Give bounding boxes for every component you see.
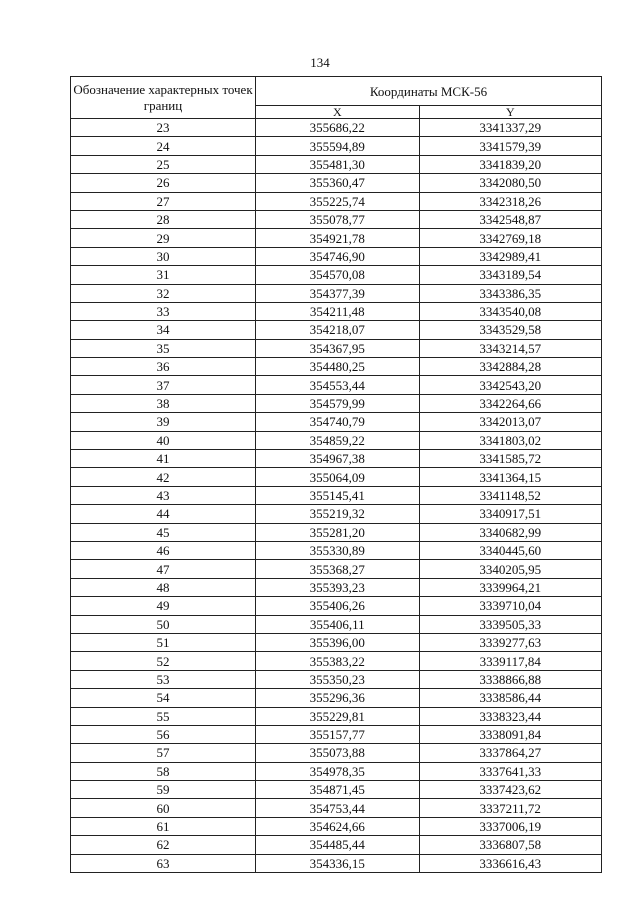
table-row <box>71 192 602 210</box>
y-coordinate-cell: 3339710,04 <box>419 597 601 615</box>
y-coordinate-cell: 3342318,26 <box>419 192 601 210</box>
x-coordinate-cell: 354480,25 <box>256 358 420 376</box>
point-cell: 25 <box>71 155 256 173</box>
table-row <box>71 229 602 247</box>
table-row <box>71 762 602 780</box>
table-row <box>71 450 602 468</box>
table-row <box>71 744 602 762</box>
table-row <box>71 836 602 854</box>
point-cell: 38 <box>71 394 256 412</box>
point-cell: 26 <box>71 174 256 192</box>
coordinates-group-header: Координаты МСК-56 <box>256 77 602 106</box>
y-coordinate-cell: 3343189,54 <box>419 266 601 284</box>
point-cell: 62 <box>71 836 256 854</box>
table-row <box>71 615 602 633</box>
points-column-header: Обозначение характерных точек границ <box>71 77 256 119</box>
table-row <box>71 431 602 449</box>
x-coordinate-cell: 355368,27 <box>256 560 420 578</box>
point-cell: 34 <box>71 321 256 339</box>
table-row <box>71 781 602 799</box>
point-cell: 32 <box>71 284 256 302</box>
y-coordinate-cell: 3341148,52 <box>419 486 601 504</box>
x-coordinate-cell: 354218,07 <box>256 321 420 339</box>
point-cell: 39 <box>71 413 256 431</box>
y-coordinate-cell: 3338586,44 <box>419 689 601 707</box>
table-row <box>71 321 602 339</box>
table-row <box>71 284 602 302</box>
point-cell: 24 <box>71 137 256 155</box>
x-coordinate-cell: 355594,89 <box>256 137 420 155</box>
x-coordinate-cell: 355481,30 <box>256 155 420 173</box>
point-cell: 53 <box>71 670 256 688</box>
point-cell: 44 <box>71 505 256 523</box>
y-coordinate-cell: 3343540,08 <box>419 302 601 320</box>
y-coordinate-cell: 3342080,50 <box>419 174 601 192</box>
x-coordinate-cell: 355073,88 <box>256 744 420 762</box>
table-row <box>71 358 602 376</box>
y-coordinate-cell: 3339277,63 <box>419 633 601 651</box>
table-row <box>71 247 602 265</box>
y-coordinate-cell: 3337211,72 <box>419 799 601 817</box>
y-coordinate-cell: 3339117,84 <box>419 652 601 670</box>
table-row <box>71 725 602 743</box>
table-row <box>71 413 602 431</box>
point-cell: 40 <box>71 431 256 449</box>
x-coordinate-cell: 354377,39 <box>256 284 420 302</box>
x-coordinate-cell: 355383,22 <box>256 652 420 670</box>
x-coordinate-cell: 355393,23 <box>256 578 420 596</box>
point-cell: 51 <box>71 633 256 651</box>
x-coordinate-cell: 354921,78 <box>256 229 420 247</box>
x-coordinate-cell: 354859,22 <box>256 431 420 449</box>
x-coordinate-cell: 354579,99 <box>256 394 420 412</box>
point-cell: 27 <box>71 192 256 210</box>
x-coordinate-cell: 355406,26 <box>256 597 420 615</box>
x-coordinate-cell: 355330,89 <box>256 541 420 559</box>
point-cell: 33 <box>71 302 256 320</box>
table-row <box>71 266 602 284</box>
x-column-header: X <box>256 106 420 119</box>
header-row <box>71 77 602 106</box>
x-coordinate-cell: 354624,66 <box>256 817 420 835</box>
point-cell: 55 <box>71 707 256 725</box>
x-coordinate-cell: 355281,20 <box>256 523 420 541</box>
y-coordinate-cell: 3336616,43 <box>419 854 601 872</box>
x-coordinate-cell: 354753,44 <box>256 799 420 817</box>
x-coordinate-cell: 354871,45 <box>256 781 420 799</box>
x-coordinate-cell: 355157,77 <box>256 725 420 743</box>
x-coordinate-cell: 355406,11 <box>256 615 420 633</box>
point-cell: 58 <box>71 762 256 780</box>
x-coordinate-cell: 355078,77 <box>256 210 420 228</box>
y-coordinate-cell: 3342548,87 <box>419 210 601 228</box>
x-coordinate-cell: 354367,95 <box>256 339 420 357</box>
x-coordinate-cell: 354978,35 <box>256 762 420 780</box>
table-row <box>71 670 602 688</box>
y-coordinate-cell: 3340917,51 <box>419 505 601 523</box>
y-coordinate-cell: 3342013,07 <box>419 413 601 431</box>
y-coordinate-cell: 3342264,66 <box>419 394 601 412</box>
y-coordinate-cell: 3337864,27 <box>419 744 601 762</box>
y-coordinate-cell: 3340445,60 <box>419 541 601 559</box>
table-row <box>71 468 602 486</box>
point-cell: 54 <box>71 689 256 707</box>
table-row <box>71 578 602 596</box>
x-coordinate-cell: 354746,90 <box>256 247 420 265</box>
y-coordinate-cell: 3338091,84 <box>419 725 601 743</box>
y-coordinate-cell: 3343529,58 <box>419 321 601 339</box>
y-coordinate-cell: 3341364,15 <box>419 468 601 486</box>
x-coordinate-cell: 355396,00 <box>256 633 420 651</box>
point-cell: 31 <box>71 266 256 284</box>
table-row <box>71 523 602 541</box>
table-row <box>71 119 602 137</box>
table-row <box>71 174 602 192</box>
table-row <box>71 799 602 817</box>
x-coordinate-cell: 355225,74 <box>256 192 420 210</box>
point-cell: 48 <box>71 578 256 596</box>
page-number: 134 <box>310 55 330 70</box>
x-coordinate-cell: 355229,81 <box>256 707 420 725</box>
point-cell: 28 <box>71 210 256 228</box>
table-row <box>71 505 602 523</box>
y-coordinate-cell: 3338866,88 <box>419 670 601 688</box>
y-coordinate-cell: 3343214,57 <box>419 339 601 357</box>
table-row <box>71 394 602 412</box>
x-coordinate-cell: 355219,32 <box>256 505 420 523</box>
y-coordinate-cell: 3339964,21 <box>419 578 601 596</box>
point-cell: 56 <box>71 725 256 743</box>
table-body <box>71 119 602 873</box>
table-row <box>71 560 602 578</box>
x-coordinate-cell: 354967,38 <box>256 450 420 468</box>
point-cell: 46 <box>71 541 256 559</box>
y-coordinate-cell: 3341579,39 <box>419 137 601 155</box>
table-row <box>71 137 602 155</box>
point-cell: 43 <box>71 486 256 504</box>
y-coordinate-cell: 3337006,19 <box>419 817 601 835</box>
point-cell: 45 <box>71 523 256 541</box>
table-row <box>71 817 602 835</box>
table-row <box>71 486 602 504</box>
table-row <box>71 597 602 615</box>
point-cell: 37 <box>71 376 256 394</box>
point-cell: 61 <box>71 817 256 835</box>
point-cell: 52 <box>71 652 256 670</box>
point-cell: 57 <box>71 744 256 762</box>
point-cell: 35 <box>71 339 256 357</box>
table-row <box>71 633 602 651</box>
point-cell: 63 <box>71 854 256 872</box>
x-coordinate-cell: 354553,44 <box>256 376 420 394</box>
coordinates-table <box>70 76 602 873</box>
table-row <box>71 707 602 725</box>
table-row <box>71 339 602 357</box>
point-cell: 42 <box>71 468 256 486</box>
point-cell: 30 <box>71 247 256 265</box>
y-coordinate-cell: 3341839,20 <box>419 155 601 173</box>
x-coordinate-cell: 354485,44 <box>256 836 420 854</box>
point-cell: 60 <box>71 799 256 817</box>
y-coordinate-cell: 3343386,35 <box>419 284 601 302</box>
y-coordinate-cell: 3340205,95 <box>419 560 601 578</box>
point-cell: 36 <box>71 358 256 376</box>
x-coordinate-cell: 354211,48 <box>256 302 420 320</box>
point-cell: 59 <box>71 781 256 799</box>
x-coordinate-cell: 355360,47 <box>256 174 420 192</box>
table-row <box>71 689 602 707</box>
y-coordinate-cell: 3337641,33 <box>419 762 601 780</box>
table-row <box>71 541 602 559</box>
x-coordinate-cell: 354570,08 <box>256 266 420 284</box>
point-cell: 23 <box>71 119 256 137</box>
x-coordinate-cell: 355296,36 <box>256 689 420 707</box>
table-header <box>71 77 602 119</box>
table-row <box>71 210 602 228</box>
y-coordinate-cell: 3336807,58 <box>419 836 601 854</box>
y-coordinate-cell: 3337423,62 <box>419 781 601 799</box>
point-cell: 50 <box>71 615 256 633</box>
point-cell: 47 <box>71 560 256 578</box>
y-coordinate-cell: 3342769,18 <box>419 229 601 247</box>
x-coordinate-cell: 354740,79 <box>256 413 420 431</box>
y-coordinate-cell: 3341337,29 <box>419 119 601 137</box>
y-coordinate-cell: 3341585,72 <box>419 450 601 468</box>
table-row <box>71 302 602 320</box>
y-column-header: Y <box>419 106 601 119</box>
point-cell: 41 <box>71 450 256 468</box>
y-coordinate-cell: 3339505,33 <box>419 615 601 633</box>
x-coordinate-cell: 355064,09 <box>256 468 420 486</box>
table-row <box>71 652 602 670</box>
x-coordinate-cell: 355145,41 <box>256 486 420 504</box>
table-row <box>71 854 602 872</box>
point-cell: 49 <box>71 597 256 615</box>
table-row <box>71 376 602 394</box>
y-coordinate-cell: 3338323,44 <box>419 707 601 725</box>
y-coordinate-cell: 3342989,41 <box>419 247 601 265</box>
table-row <box>71 155 602 173</box>
y-coordinate-cell: 3342884,28 <box>419 358 601 376</box>
x-coordinate-cell: 354336,15 <box>256 854 420 872</box>
y-coordinate-cell: 3341803,02 <box>419 431 601 449</box>
y-coordinate-cell: 3340682,99 <box>419 523 601 541</box>
x-coordinate-cell: 355686,22 <box>256 119 420 137</box>
y-coordinate-cell: 3342543,20 <box>419 376 601 394</box>
point-cell: 29 <box>71 229 256 247</box>
x-coordinate-cell: 355350,23 <box>256 670 420 688</box>
